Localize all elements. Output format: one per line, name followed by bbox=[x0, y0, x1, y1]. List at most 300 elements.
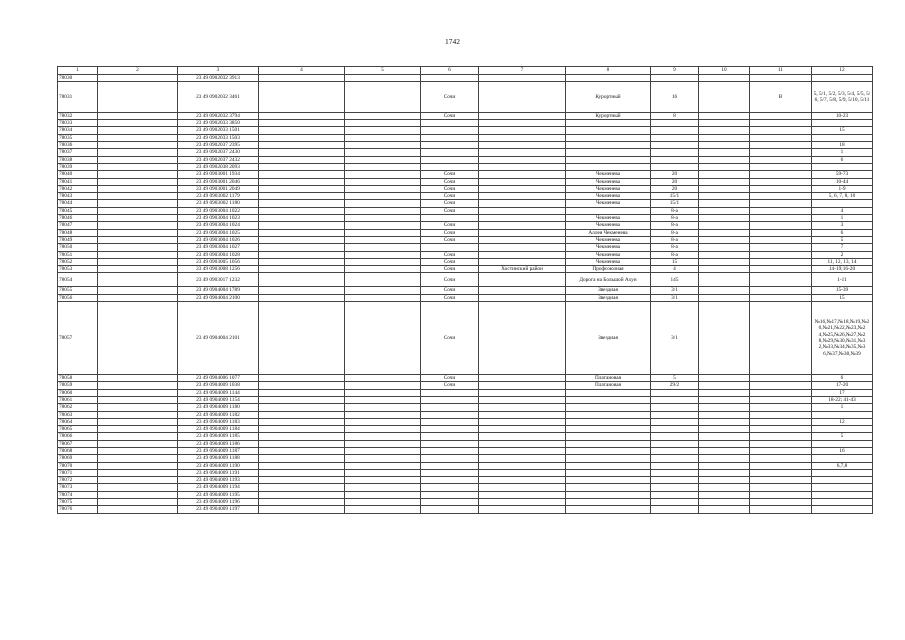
table-row bbox=[58, 389, 873, 396]
table-cell bbox=[421, 244, 479, 251]
table-cell bbox=[479, 440, 566, 447]
column-header: 4 bbox=[259, 67, 345, 75]
table-cell: 23 49 0904004 2101 bbox=[178, 302, 259, 375]
table-cell bbox=[421, 491, 479, 498]
table-cell bbox=[699, 302, 750, 375]
table-cell bbox=[479, 273, 566, 287]
column-header: 3 bbox=[178, 67, 259, 75]
table-row bbox=[58, 149, 873, 156]
table-cell: Сочи bbox=[421, 178, 479, 185]
table-cell: 15 bbox=[651, 258, 699, 265]
table-cell: Сочи bbox=[421, 251, 479, 258]
table-cell bbox=[566, 207, 651, 214]
table-cell bbox=[421, 404, 479, 411]
table-cell bbox=[479, 251, 566, 258]
table-cell bbox=[259, 120, 345, 127]
table-cell: 23 49 0904004 1789 bbox=[178, 287, 259, 294]
table-cell bbox=[345, 74, 421, 81]
table-cell bbox=[259, 499, 345, 506]
table-cell: Сочи bbox=[421, 294, 479, 301]
table-cell: 3/1 bbox=[651, 302, 699, 375]
table-cell: 78052 bbox=[58, 258, 98, 265]
table-cell bbox=[699, 273, 750, 287]
table-cell: 1 bbox=[812, 404, 873, 411]
table-cell: 78040 bbox=[58, 171, 98, 178]
table-cell: 78061 bbox=[58, 396, 98, 403]
table-cell: 23 49 0904009 1196 bbox=[178, 499, 259, 506]
table-cell bbox=[98, 251, 178, 258]
table-cell: Чекменева bbox=[566, 236, 651, 243]
table-cell bbox=[812, 455, 873, 462]
table-cell bbox=[259, 396, 345, 403]
table-cell bbox=[699, 142, 750, 149]
table-cell bbox=[259, 222, 345, 229]
header-row bbox=[58, 67, 873, 75]
table-cell bbox=[651, 447, 699, 454]
table-row bbox=[58, 302, 873, 375]
table-cell: Звездная bbox=[566, 294, 651, 301]
table-cell bbox=[345, 273, 421, 287]
table-row bbox=[58, 251, 873, 258]
table-cell bbox=[98, 193, 178, 200]
table-cell bbox=[345, 455, 421, 462]
table-cell: Сочи bbox=[421, 112, 479, 119]
table-cell bbox=[750, 258, 812, 265]
table-cell bbox=[479, 426, 566, 433]
table-cell: 78072 bbox=[58, 477, 98, 484]
table-cell bbox=[345, 244, 421, 251]
table-cell: 23 49 0904009 1038 bbox=[178, 382, 259, 389]
table-cell bbox=[699, 426, 750, 433]
table-cell: Курортный bbox=[566, 81, 651, 112]
table-cell bbox=[699, 469, 750, 476]
table-cell: 16 bbox=[812, 447, 873, 454]
table-row bbox=[58, 134, 873, 141]
table-cell bbox=[345, 200, 421, 207]
table-cell bbox=[479, 163, 566, 170]
table-cell bbox=[750, 440, 812, 447]
table-cell bbox=[750, 251, 812, 258]
table-cell bbox=[750, 411, 812, 418]
table-cell bbox=[98, 287, 178, 294]
table-cell: Звездная bbox=[566, 302, 651, 375]
table-cell: 15-39 bbox=[812, 287, 873, 294]
table-cell: Платановая bbox=[566, 382, 651, 389]
table-cell bbox=[259, 447, 345, 454]
table-cell: Сочи bbox=[421, 81, 479, 112]
table-cell: 15/1 bbox=[651, 200, 699, 207]
table-cell bbox=[750, 142, 812, 149]
table-cell: 23 49 0904004 2100 bbox=[178, 294, 259, 301]
table-cell: 145 bbox=[651, 273, 699, 287]
column-header: 5 bbox=[345, 67, 421, 75]
table-cell bbox=[479, 185, 566, 192]
table-cell bbox=[98, 244, 178, 251]
table-cell: 23 49 0903004 1023 bbox=[178, 215, 259, 222]
table-cell bbox=[421, 142, 479, 149]
table-cell bbox=[750, 273, 812, 287]
table-cell bbox=[479, 127, 566, 134]
table-cell bbox=[651, 396, 699, 403]
table-cell: 14-19;16-20 bbox=[812, 266, 873, 273]
table-cell bbox=[750, 127, 812, 134]
table-row bbox=[58, 273, 873, 287]
table-cell: 20 bbox=[651, 185, 699, 192]
table-cell: 78048 bbox=[58, 229, 98, 236]
table-cell: 23 49 0903005 1056 bbox=[178, 258, 259, 265]
table-cell: Сочи bbox=[421, 236, 479, 243]
table-cell bbox=[479, 287, 566, 294]
table-cell bbox=[421, 499, 479, 506]
table-cell bbox=[345, 294, 421, 301]
table-cell: 23 49 0903001 2049 bbox=[178, 185, 259, 192]
table-cell bbox=[651, 411, 699, 418]
table-cell bbox=[699, 294, 750, 301]
table-cell bbox=[98, 134, 178, 141]
table-cell: Сочи bbox=[421, 375, 479, 382]
table-cell bbox=[750, 404, 812, 411]
table-cell bbox=[566, 462, 651, 469]
table-cell: 23 49 0904009 1194 bbox=[178, 484, 259, 491]
table-cell bbox=[98, 469, 178, 476]
table-cell bbox=[479, 455, 566, 462]
table-cell: 23 49 0904009 1190 bbox=[178, 462, 259, 469]
table-cell bbox=[421, 149, 479, 156]
table-cell bbox=[98, 389, 178, 396]
table-cell bbox=[421, 462, 479, 469]
table-cell bbox=[345, 375, 421, 382]
table-cell: 11, 12, 13, 14 bbox=[812, 258, 873, 265]
table-cell bbox=[259, 149, 345, 156]
table-cell bbox=[651, 462, 699, 469]
table-cell: 4 bbox=[651, 266, 699, 273]
table-cell bbox=[345, 120, 421, 127]
table-cell: 5 bbox=[651, 375, 699, 382]
table-cell bbox=[812, 506, 873, 513]
table-cell bbox=[479, 244, 566, 251]
table-cell bbox=[421, 440, 479, 447]
table-cell: 78074 bbox=[58, 491, 98, 498]
table-cell bbox=[98, 447, 178, 454]
table-cell: 23 49 0903017 1232 bbox=[178, 273, 259, 287]
table-cell bbox=[259, 426, 345, 433]
table-cell bbox=[812, 134, 873, 141]
table-cell bbox=[651, 134, 699, 141]
table-cell bbox=[421, 74, 479, 81]
table-cell bbox=[345, 229, 421, 236]
table-cell bbox=[259, 236, 345, 243]
table-cell bbox=[98, 294, 178, 301]
table-cell bbox=[345, 142, 421, 149]
table-cell bbox=[479, 433, 566, 440]
table-cell: 1 bbox=[812, 215, 873, 222]
table-cell bbox=[812, 440, 873, 447]
table-cell: 5 bbox=[812, 236, 873, 243]
table-cell bbox=[259, 455, 345, 462]
table-cell: 78051 bbox=[58, 251, 98, 258]
table-row bbox=[58, 258, 873, 265]
table-cell: 23 49 0902037 2395 bbox=[178, 142, 259, 149]
table-cell bbox=[566, 433, 651, 440]
table-cell: 23 49 0903001 1934 bbox=[178, 171, 259, 178]
table-cell bbox=[259, 163, 345, 170]
table-cell bbox=[479, 462, 566, 469]
table-cell: 23 49 0904009 1180 bbox=[178, 404, 259, 411]
table-cell bbox=[345, 440, 421, 447]
table-cell: Сочи bbox=[421, 229, 479, 236]
table-cell: Сочи bbox=[421, 200, 479, 207]
table-cell: 78050 bbox=[58, 244, 98, 251]
column-header: 6 bbox=[421, 67, 479, 75]
table-cell bbox=[699, 287, 750, 294]
table-cell bbox=[345, 491, 421, 498]
table-cell bbox=[345, 171, 421, 178]
table-row bbox=[58, 499, 873, 506]
table-cell bbox=[651, 440, 699, 447]
table-cell: 10-23 bbox=[812, 112, 873, 119]
table-cell bbox=[699, 440, 750, 447]
table-row bbox=[58, 244, 873, 251]
table-cell: 23 49 0904009 1154 bbox=[178, 396, 259, 403]
table-cell bbox=[479, 375, 566, 382]
table-cell bbox=[479, 134, 566, 141]
table-cell bbox=[98, 142, 178, 149]
table-cell: №16,№17,№18,№19,№20,№21,№22,№23,№24,№25,№26,№27,№28,№29,№30,№31,№32,№33,№34,№35,№36,№37,№38,№39 bbox=[812, 302, 873, 375]
table-cell bbox=[479, 506, 566, 513]
table-row bbox=[58, 185, 873, 192]
table-row bbox=[58, 120, 873, 127]
table-cell bbox=[98, 127, 178, 134]
table-cell bbox=[479, 74, 566, 81]
table-cell bbox=[479, 302, 566, 375]
table-cell bbox=[651, 163, 699, 170]
table-cell: 78041 bbox=[58, 178, 98, 185]
table-cell bbox=[98, 426, 178, 433]
table-cell: 8-а bbox=[651, 244, 699, 251]
table-cell bbox=[699, 462, 750, 469]
table-cell bbox=[259, 411, 345, 418]
table-cell bbox=[98, 418, 178, 425]
table-cell: 78055 bbox=[58, 287, 98, 294]
table-cell bbox=[259, 134, 345, 141]
table-cell bbox=[566, 440, 651, 447]
table-cell: 23 49 0903002 1179 bbox=[178, 193, 259, 200]
table-cell bbox=[566, 127, 651, 134]
table-cell bbox=[750, 287, 812, 294]
table-cell: 78073 bbox=[58, 484, 98, 491]
column-header: 9 bbox=[651, 67, 699, 75]
table-cell: 78057 bbox=[58, 302, 98, 375]
table-cell bbox=[345, 426, 421, 433]
table-cell bbox=[421, 418, 479, 425]
table-cell: 78049 bbox=[58, 236, 98, 243]
table-row bbox=[58, 506, 873, 513]
table-cell: Курортный bbox=[566, 112, 651, 119]
table-row bbox=[58, 469, 873, 476]
table-cell bbox=[479, 120, 566, 127]
table-cell bbox=[750, 266, 812, 273]
table-cell bbox=[345, 477, 421, 484]
table-cell bbox=[259, 469, 345, 476]
table-row bbox=[58, 215, 873, 222]
table-row bbox=[58, 287, 873, 294]
table-cell bbox=[98, 404, 178, 411]
table-cell bbox=[98, 440, 178, 447]
table-cell: 78034 bbox=[58, 127, 98, 134]
table-cell bbox=[699, 215, 750, 222]
table-cell: 20 bbox=[651, 178, 699, 185]
table-cell bbox=[259, 244, 345, 251]
table-cell bbox=[259, 81, 345, 112]
table-cell bbox=[699, 156, 750, 163]
table-cell bbox=[750, 215, 812, 222]
table-cell: 23 49 0904009 1185 bbox=[178, 433, 259, 440]
column-header: 1 bbox=[58, 67, 98, 75]
table-cell bbox=[98, 491, 178, 498]
table-cell: 3 bbox=[812, 222, 873, 229]
table-cell bbox=[259, 178, 345, 185]
table-row bbox=[58, 222, 873, 229]
table-cell bbox=[421, 484, 479, 491]
table-cell bbox=[259, 389, 345, 396]
table-cell bbox=[812, 477, 873, 484]
table-cell bbox=[98, 229, 178, 236]
table-cell bbox=[98, 499, 178, 506]
table-cell bbox=[421, 215, 479, 222]
table-row bbox=[58, 171, 873, 178]
table-cell bbox=[479, 142, 566, 149]
table-cell: Сочи bbox=[421, 266, 479, 273]
column-header: 2 bbox=[98, 67, 178, 75]
table-cell bbox=[699, 74, 750, 81]
table-cell bbox=[750, 163, 812, 170]
table-cell: 23 49 0903008 1256 bbox=[178, 266, 259, 273]
table-cell bbox=[699, 491, 750, 498]
table-cell bbox=[259, 477, 345, 484]
table-cell bbox=[651, 506, 699, 513]
table-cell bbox=[98, 462, 178, 469]
table-cell bbox=[98, 411, 178, 418]
table-cell: 5, 5/1, 5/2, 5/3, 5/4, 5/5, 5/6, 5/7, 5/8, 5/9, 5/10, 5/11 bbox=[812, 81, 873, 112]
table-cell bbox=[479, 112, 566, 119]
table-cell: Чекменева bbox=[566, 251, 651, 258]
table-row bbox=[58, 200, 873, 207]
table-cell bbox=[259, 382, 345, 389]
table-cell: Сочи bbox=[421, 193, 479, 200]
table-cell: 23 49 0902037 2432 bbox=[178, 156, 259, 163]
table-cell bbox=[479, 215, 566, 222]
table-cell bbox=[479, 477, 566, 484]
table-cell bbox=[812, 491, 873, 498]
table-cell bbox=[345, 215, 421, 222]
table-row bbox=[58, 382, 873, 389]
table-cell bbox=[259, 375, 345, 382]
table-cell: Дорога на Большой Ахун bbox=[566, 273, 651, 287]
table-cell bbox=[812, 120, 873, 127]
table-cell bbox=[651, 455, 699, 462]
table-cell: 78030 bbox=[58, 74, 98, 81]
table-cell: 23 49 0904009 1193 bbox=[178, 477, 259, 484]
table-cell bbox=[566, 149, 651, 156]
table-cell: 78035 bbox=[58, 134, 98, 141]
table-cell bbox=[98, 433, 178, 440]
table-cell: 23 49 0904009 1188 bbox=[178, 455, 259, 462]
table-cell bbox=[566, 469, 651, 476]
table-cell bbox=[699, 447, 750, 454]
table-cell: 78056 bbox=[58, 294, 98, 301]
table-cell: 4 bbox=[812, 207, 873, 214]
table-row bbox=[58, 193, 873, 200]
table-cell bbox=[750, 499, 812, 506]
table-cell bbox=[750, 200, 812, 207]
table-cell: 23 49 0904006 1077 bbox=[178, 375, 259, 382]
table-cell bbox=[566, 156, 651, 163]
table-cell bbox=[651, 74, 699, 81]
table-row bbox=[58, 477, 873, 484]
table-cell: 5 bbox=[812, 433, 873, 440]
table-cell bbox=[421, 120, 479, 127]
table-cell bbox=[750, 418, 812, 425]
table-cell: 23 49 0902033 3850 bbox=[178, 120, 259, 127]
table-cell bbox=[479, 294, 566, 301]
table-cell bbox=[98, 185, 178, 192]
table-cell: 23 49 0902037 2430 bbox=[178, 149, 259, 156]
table-cell: 10-44 bbox=[812, 178, 873, 185]
table-cell: 8-а bbox=[651, 251, 699, 258]
table-cell bbox=[566, 120, 651, 127]
table-cell bbox=[479, 193, 566, 200]
table-cell: Профсоюзная bbox=[566, 266, 651, 273]
table-cell bbox=[812, 411, 873, 418]
table-cell bbox=[479, 447, 566, 454]
table-cell bbox=[259, 404, 345, 411]
table-cell: 7 bbox=[812, 244, 873, 251]
table-row bbox=[58, 433, 873, 440]
table-cell: Чекменева bbox=[566, 222, 651, 229]
table-cell: 23 49 0902032 3461 bbox=[178, 81, 259, 112]
table-cell bbox=[699, 382, 750, 389]
table-cell bbox=[259, 215, 345, 222]
table-cell bbox=[98, 156, 178, 163]
table-cell bbox=[699, 455, 750, 462]
table-cell bbox=[421, 477, 479, 484]
table-cell: 78047 bbox=[58, 222, 98, 229]
table-cell: 78058 bbox=[58, 375, 98, 382]
table-cell bbox=[750, 229, 812, 236]
table-cell bbox=[699, 185, 750, 192]
table-cell bbox=[345, 447, 421, 454]
table-cell bbox=[98, 266, 178, 273]
column-header: 10 bbox=[699, 67, 750, 75]
table-cell bbox=[345, 127, 421, 134]
table-cell bbox=[98, 222, 178, 229]
table-cell bbox=[750, 433, 812, 440]
table-cell: 78067 bbox=[58, 440, 98, 447]
table-cell bbox=[259, 506, 345, 513]
table-cell: 23 49 0902032 3794 bbox=[178, 112, 259, 119]
table-cell: 23 49 0903002 1180 bbox=[178, 200, 259, 207]
table-cell: 78036 bbox=[58, 142, 98, 149]
table-cell bbox=[651, 491, 699, 498]
table-cell: 20 bbox=[651, 171, 699, 178]
table-cell: 8-а bbox=[651, 222, 699, 229]
table-cell bbox=[345, 411, 421, 418]
table-cell bbox=[651, 404, 699, 411]
table-cell bbox=[98, 178, 178, 185]
table-cell: 23 49 0904009 1186 bbox=[178, 440, 259, 447]
table-cell: 8 bbox=[651, 112, 699, 119]
table-cell bbox=[98, 163, 178, 170]
